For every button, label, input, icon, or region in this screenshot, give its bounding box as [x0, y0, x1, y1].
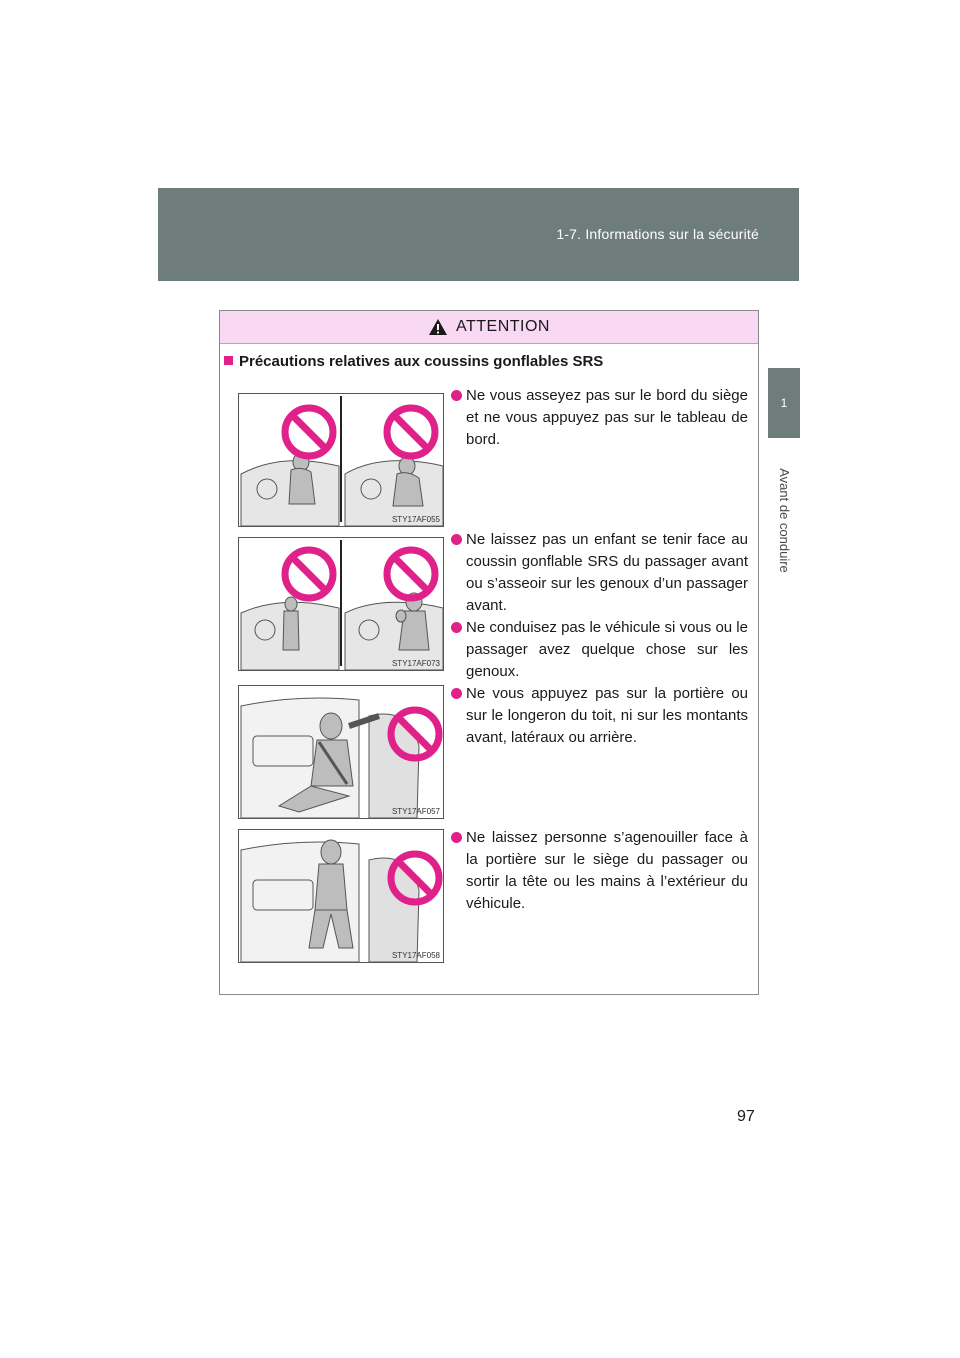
bullet-text: Ne conduisez pas le véhicule si vous ou le passager avez quelque chose sur les genoux. — [466, 619, 748, 680]
bullet-dot-icon — [451, 390, 462, 401]
warning-triangle-icon — [428, 318, 448, 336]
chapter-tab: 1 — [768, 368, 800, 438]
square-bullet-icon — [224, 356, 233, 365]
bullet-dot-icon — [451, 688, 462, 699]
illustration-child-front — [238, 537, 444, 671]
prohibition-icon — [285, 550, 333, 598]
image-code: STY17AF055 — [391, 515, 440, 524]
illustration-sitting-edge — [238, 393, 444, 527]
image-code: STY17AF057 — [391, 807, 440, 816]
bullet-dot-icon — [451, 534, 462, 545]
illustration-kneeling-seat — [238, 829, 444, 963]
bullet-text: Ne laissez personne s’agenouiller face à la portière sur le siège du passager ou sortir la tête ou les mains à l’extérieur du véhicule. — [466, 829, 748, 912]
prohibition-icon — [387, 550, 435, 598]
chapter-label — [758, 450, 810, 590]
bullet-dot-icon — [451, 832, 462, 843]
bullet-dot-icon — [451, 622, 462, 633]
image-code: STY17AF058 — [391, 951, 440, 960]
prohibition-icon — [285, 408, 333, 456]
image-code: STY17AF073 — [391, 659, 440, 668]
header-band — [158, 188, 799, 281]
section-title — [224, 353, 603, 370]
bullet-item — [451, 617, 748, 683]
section-heading: 1-7. Informations sur la sécurité — [556, 226, 759, 242]
warning-header — [220, 311, 758, 344]
prohibition-icon — [387, 408, 435, 456]
bullet-item — [451, 385, 748, 451]
bullet-item — [451, 827, 748, 915]
warning-box — [219, 310, 759, 995]
chapter-label-text: Avant de conduire — [776, 467, 792, 573]
page-number: 97 — [737, 1108, 755, 1125]
bullet-text: Ne vous appuyez pas sur la portière ou sur le longeron du toit, ni sur les montants avant, latéraux ou arrière. — [466, 685, 748, 746]
bullet-item — [451, 529, 748, 617]
bullet-text: Ne laissez pas un enfant se tenir face au coussin gonflable SRS du passager avant ou s’asseoir sur les genoux d’un passager avant. — [466, 531, 748, 614]
warning-title: ATTENTION — [456, 318, 550, 335]
bullet-text: Ne vous asseyez pas sur le bord du siège et ne vous appuyez pas sur le tableau de bord. — [466, 387, 748, 448]
bullet-item — [451, 683, 748, 749]
section-title-text: Précautions relatives aux coussins gonflables SRS — [239, 353, 604, 370]
illustration-leaning-door — [238, 685, 444, 819]
